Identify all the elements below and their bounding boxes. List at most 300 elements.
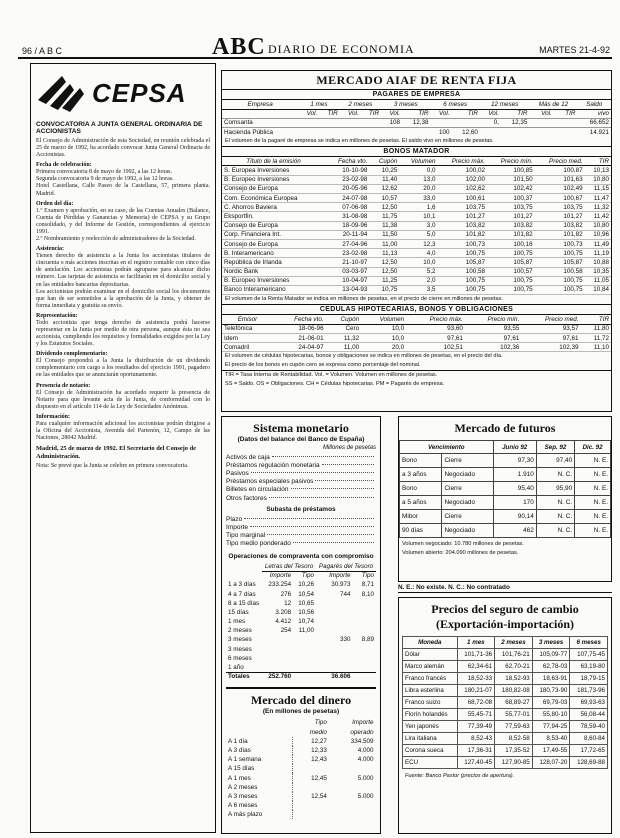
dotted-leader: [250, 526, 374, 527]
table-cell: 103,75: [465, 203, 485, 211]
table-cell: 10,56: [298, 608, 314, 616]
table-row: [222, 194, 611, 203]
table-cell: 55,80-10: [532, 709, 570, 721]
table-cell: [381, 128, 402, 137]
table-cell: Corp. Financiera Int.: [224, 231, 282, 239]
table-cell: Comadril: [224, 343, 250, 351]
table-cell: [329, 810, 376, 819]
venue: Hotel Castellana, Calle Paseo de la Castellana, 57, primera planta. Madrid.: [36, 183, 210, 197]
monetario-label: Importe: [226, 523, 249, 531]
table-cell: 10,74: [298, 618, 314, 626]
dotted-leader: [269, 497, 374, 498]
table-cell: [329, 764, 376, 773]
pagares-subheader: TIR: [565, 110, 576, 118]
table-cell: [319, 128, 339, 137]
table-cell: B. Europeo Inversiones: [224, 277, 290, 285]
table-cell: a 3 años: [400, 468, 442, 482]
table-cell: 180,73-90: [532, 685, 570, 697]
table-cell: Cierre: [442, 454, 493, 468]
table-cell: 12,62: [381, 185, 398, 193]
table-row: [400, 510, 611, 524]
table-cell: 8 a 15 días: [228, 599, 260, 607]
pagares-header: 6 meses: [430, 100, 479, 109]
table-cell: [353, 654, 376, 663]
table-row: [226, 773, 376, 782]
table-cell: 100,58: [563, 268, 583, 276]
table-cell: 102,62: [465, 185, 485, 193]
table-cell: 55,77-01: [495, 709, 533, 721]
table-cell: 107,75-45: [570, 649, 608, 661]
table-cell: 11,40: [382, 176, 398, 184]
table-cell: 77,39-49: [457, 721, 495, 733]
table-row: [403, 733, 608, 745]
table-cell: 10-10-98: [342, 167, 368, 175]
table-cell: 181,73-96: [570, 685, 608, 697]
table-row: [222, 203, 611, 212]
page-header: [0, 0, 620, 60]
table-row: [222, 221, 611, 230]
table-row: [222, 249, 611, 258]
table-cell: 1 a 3 días: [228, 581, 256, 589]
table-cell: Cierre: [442, 482, 493, 496]
table-cell: 3.208: [275, 608, 292, 616]
table-cell: 17,35-52: [495, 745, 533, 757]
monetario-label: Préstamos regulación monetaria: [226, 461, 320, 469]
futuros-note: Volumen negociado: 10.780 millones de pesetas.: [402, 541, 524, 547]
table-cell: Eksportfin.: [224, 212, 254, 220]
table-cell: Dólar: [403, 649, 458, 661]
table-cell: 21-10-97: [342, 258, 368, 266]
table-cell: Florín holandés: [403, 709, 458, 721]
table-row: [226, 617, 376, 626]
renta-fija-panel: [221, 70, 612, 412]
table-cell: [430, 118, 451, 127]
cedulas-header: TIR: [581, 315, 611, 324]
repo-subheader: Importe: [329, 572, 351, 580]
table-cell: 180,82-08: [495, 685, 533, 697]
repo-total-cell: [293, 672, 316, 681]
dotted-leader: [251, 472, 374, 473]
table-cell: [480, 128, 501, 137]
table-cell: 69,93-63: [570, 697, 608, 709]
table-cell: 8,10: [361, 590, 374, 598]
table-cell: 10,35: [593, 268, 609, 276]
table-cell: 254: [280, 627, 292, 635]
futuros-note: Volumen abierto: 204.090 millones de pesetas.: [402, 550, 519, 556]
table-cell: B. Europeo Inversiones: [224, 176, 290, 184]
fx-subtitle: (Exportación-importación): [436, 617, 574, 631]
table-cell: 8,60-84: [570, 733, 608, 745]
table-cell: 100,73: [465, 240, 485, 248]
table-cell: 27-04-96: [342, 240, 368, 248]
pagares-header: Saldo: [577, 100, 611, 109]
cedulas-title: CEDULAS HIPOTECARIAS, BONOS Y OBLIGACIONES: [222, 304, 611, 315]
monetario-row: [226, 540, 376, 548]
date-heading: Fecha de celebración:: [36, 162, 92, 169]
table-cell: 93,55: [503, 325, 520, 333]
table-cell: 100,75: [465, 277, 485, 285]
table-cell: [353, 617, 376, 626]
dinero-col-importe-sub: operado: [350, 728, 374, 736]
table-cell: 100,75: [513, 286, 533, 294]
monetario-row: [226, 453, 376, 461]
table-row: [226, 783, 376, 792]
table-cell: 10,65: [298, 599, 314, 607]
table-row: [226, 626, 376, 635]
table-cell: 11,13: [382, 249, 398, 257]
table-row: [222, 276, 611, 285]
table-cell: 23-02-98: [342, 249, 368, 257]
table-row: [222, 212, 611, 221]
table-cell: 4.000: [357, 756, 374, 764]
table-cell: [262, 645, 293, 654]
table-cell: 14.921: [589, 128, 609, 136]
issue-date: MARTES 21-4-92: [539, 45, 610, 55]
repo-title: Operaciones de compraventa con compromiso: [228, 552, 374, 560]
table-cell: 97,30: [493, 454, 536, 468]
table-cell: 101,76-21: [495, 649, 533, 661]
table-cell: Negociado: [442, 468, 493, 482]
table-cell: 17,36-31: [457, 745, 495, 757]
table-cell: 0,0: [426, 167, 436, 175]
table-cell: [293, 654, 316, 663]
table-cell: [316, 663, 353, 672]
table-cell: 11,32: [343, 334, 360, 342]
pagares-subheader: TIR: [368, 110, 380, 118]
table-cell: 55,45-71: [457, 709, 495, 721]
table-cell: 13,0: [423, 176, 436, 184]
monetario-row: [226, 532, 376, 540]
table-cell: [316, 608, 353, 617]
table-cell: 10,88: [593, 258, 609, 266]
table-cell: [293, 810, 329, 819]
cedulas-header: Volumen: [361, 315, 406, 324]
table-cell: Bono: [400, 454, 442, 468]
table-cell: República de Irlanda: [224, 258, 282, 266]
table-cell: 128,69-88: [570, 757, 608, 769]
notice-title: CONVOCATORIA A JUNTA GENERAL ORDINARIA DE ACCIONISTAS: [36, 121, 203, 135]
cedulas-header: Precio med.: [521, 315, 580, 324]
table-cell: 4,0: [426, 249, 436, 257]
pagares-subheader: Vol.: [488, 110, 499, 118]
table-cell: 97,40: [536, 454, 574, 468]
table-cell: A 6 meses: [226, 801, 293, 810]
pagares-subheader: Vol.: [389, 110, 401, 118]
table-cell: [262, 663, 293, 672]
table-cell: 11,42: [593, 212, 609, 220]
table-cell: 12,3: [423, 240, 436, 248]
table-row: [403, 673, 608, 685]
table-cell: 12,60: [462, 128, 478, 136]
table-cell: 11,75: [382, 212, 398, 220]
table-cell: 17,49-55: [532, 745, 570, 757]
table-cell: 103,75: [563, 203, 583, 211]
fx-header: 1 mes: [457, 637, 495, 649]
table-cell: Negociado: [442, 496, 493, 510]
monetario-row: [226, 469, 376, 477]
table-cell: N. E.: [575, 454, 611, 468]
bonos-note: El volumen de la Renta Matador se indica en millones de pesetas, en el precio de cierre en millones de pesetas.: [225, 296, 503, 303]
table-cell: Comsanta: [224, 119, 253, 127]
table-cell: [361, 128, 381, 137]
table-cell: 12,27: [311, 737, 327, 745]
table-cell: N. C.: [536, 510, 574, 524]
table-cell: 11,47: [593, 194, 609, 202]
table-row: [226, 654, 376, 663]
table-row: [226, 810, 376, 819]
table-cell: 100,75: [465, 286, 485, 294]
table-cell: B. Interamericano: [224, 249, 274, 257]
monetario-title: Sistema monetario: [253, 421, 349, 435]
dinero-subtitle: (En millones de pesetas): [262, 708, 340, 716]
repo-total-cell: Totales: [228, 673, 250, 681]
table-cell: [340, 128, 361, 137]
table-cell: N. C.: [536, 524, 574, 538]
bonos-title: BONOS MATADOR: [222, 146, 611, 157]
table-cell: 10,25: [381, 167, 398, 175]
repo-subheader: Tipo: [301, 572, 314, 580]
representation-text: Todo accionista que tenga derecho de asistencia podrá hacerse representar en la Junta por medio de otra persona, aunque ésta no sea accionista, cumpliendo los requisitos y formalidades exigidos por la Ley y los Estatutos Sociales.: [36, 319, 210, 348]
table-cell: 127,40-45: [457, 757, 495, 769]
pagares-subheader: Vol.: [541, 110, 552, 118]
table-row: [400, 468, 611, 482]
pagares-table: [222, 100, 611, 137]
table-row: [226, 608, 376, 617]
table-cell: 105,87: [465, 258, 485, 266]
table-cell: 12: [284, 599, 292, 607]
table-cell: Bono: [400, 482, 442, 496]
table-cell: [353, 599, 376, 608]
table-row: [226, 801, 376, 810]
table-cell: S. Europea Inversiones: [224, 167, 290, 175]
table-cell: 102,42: [513, 185, 533, 193]
table-row: [403, 709, 608, 721]
table-cell: 1.910: [493, 468, 536, 482]
table-cell: N. E.: [575, 524, 611, 538]
cedulas-header: Fecha vto.: [273, 315, 326, 324]
pagares-subheader: Vol.: [438, 110, 450, 118]
table-cell: Franco francés: [403, 673, 458, 685]
table-cell: 11,00: [343, 343, 360, 351]
table-cell: [293, 663, 316, 672]
pagares-header: Empresa: [222, 100, 298, 109]
table-cell: 103,82: [465, 222, 485, 230]
table-cell: [554, 128, 578, 137]
futuros-title: Mercado de futuros: [454, 421, 556, 435]
repo-col-pagares: Pagarés del Tesoro: [316, 562, 376, 571]
table-row: [400, 482, 611, 496]
table-cell: 105,87: [563, 258, 583, 266]
pagares-subheader: TIR: [418, 110, 429, 118]
table-row: [222, 184, 611, 193]
table-cell: 8,71: [361, 581, 374, 589]
dotted-leader: [244, 518, 374, 519]
monetario-label: Tipo medio ponderado: [226, 540, 291, 548]
table-cell: 105,09-77: [532, 649, 570, 661]
notice-footnote: Nota: Se prevé que la Junta se celebre en primera convocatoria.: [36, 462, 189, 469]
table-cell: 4 a 7 días: [228, 590, 256, 598]
table-row: [222, 258, 611, 267]
table-cell: 10,0: [423, 258, 436, 266]
table-row: [222, 343, 611, 352]
table-cell: A 1 mes: [226, 773, 293, 782]
futuros-col-dic: Dic. 92: [575, 441, 611, 454]
table-cell: 276: [280, 590, 292, 598]
table-cell: 11,80: [593, 325, 609, 333]
table-cell: 8,52-43: [457, 733, 495, 745]
documentation-text: Los accionistas podrán examinar en el domicilio social los documentos que han de ser sometidos a la aprobación de la Junta, y obtener de forma inmediata y gratuita su envío.: [36, 288, 210, 309]
table-cell: [452, 118, 480, 127]
table-cell: 103,82: [563, 222, 583, 230]
table-cell: [319, 118, 339, 127]
table-row: [226, 746, 376, 755]
table-cell: [316, 645, 353, 654]
table-cell: N. C.: [536, 496, 574, 510]
table-cell: 100,75: [563, 277, 583, 285]
table-cell: 102,49: [563, 185, 583, 193]
bonos-header: Volumen: [399, 157, 437, 166]
futuros-panel: [398, 416, 612, 582]
agenda-item: 1.º Examen y aprobación, en su caso, de las Cuentas Anuales (Balance, Cuenta de Pérdidas y Ganancias y Memoria) de CEPSA y su Grupo consolidado, y del Informe de Gestión, correspondientes al ejercicio 1991.: [36, 207, 210, 235]
signature-line: Madrid, 25 de marzo de 1992. El Secretario del Consejo de Administración.: [36, 445, 196, 460]
pagares-header: 12 meses: [480, 100, 529, 109]
table-cell: Mibor: [400, 510, 442, 524]
table-cell: [316, 599, 353, 608]
table-row: [226, 764, 376, 773]
table-cell: [293, 645, 316, 654]
table-cell: Cierre: [442, 510, 493, 524]
table-cell: 93,60: [447, 325, 463, 333]
table-cell: 101,27: [513, 212, 533, 220]
pagares-subheader: vivo: [597, 110, 609, 118]
table-cell: 69,79-03: [532, 697, 570, 709]
table-cell: 100,75: [513, 249, 533, 257]
table-cell: 23-02-98: [342, 176, 368, 184]
table-cell: 10,13: [593, 167, 609, 175]
bonos-header: Cupón: [369, 157, 399, 166]
table-cell: 97,61: [503, 334, 520, 342]
table-cell: Consejo de Europa: [224, 240, 278, 248]
table-cell: [329, 783, 376, 792]
table-cell: 101,82: [563, 231, 583, 239]
table-cell: 2,0: [426, 277, 436, 285]
first-call: Primera convocatoria 8 de mayo de 1992, a las 12 horas.: [36, 169, 172, 176]
cedulas-header: Emisor: [222, 315, 273, 324]
table-cell: [293, 783, 329, 792]
bonos-header: Fecha vto.: [325, 157, 369, 166]
table-cell: 11,49: [593, 240, 609, 248]
pagares-subheader: TIR: [517, 110, 528, 118]
repo-table: [226, 562, 376, 681]
table-cell: [329, 801, 376, 810]
table-row: [226, 589, 376, 598]
table-cell: 100,61: [465, 194, 485, 202]
cepsa-wordmark: CEPSA: [92, 77, 187, 108]
table-cell: 21-06-01: [298, 334, 324, 342]
table-cell: 8,89: [361, 636, 374, 644]
table-cell: [340, 118, 361, 127]
table-cell: [298, 128, 319, 137]
table-cell: 3,5: [426, 286, 436, 294]
dotted-leader: [315, 480, 374, 481]
pagares-subheader: TIR: [467, 110, 478, 118]
table-cell: 12,50: [381, 258, 398, 266]
cedulas-note: El precio de los bonos en cupón cero se expresa como porcentaje del nominal.: [225, 362, 421, 369]
table-row: [226, 755, 376, 764]
table-cell: 11,15: [593, 185, 609, 193]
table-cell: 103,82: [513, 222, 533, 230]
table-cell: Telefónica: [224, 325, 253, 333]
table-cell: 100,37: [513, 194, 533, 202]
brand-logo: ABC: [212, 34, 266, 60]
table-cell: [293, 801, 329, 810]
table-cell: 11,50: [382, 231, 398, 239]
table-cell: 334.509: [350, 737, 374, 745]
table-row: [403, 697, 608, 709]
table-cell: 10,26: [298, 581, 314, 589]
table-cell: 100,87: [563, 167, 583, 175]
table-cell: 105,87: [513, 258, 533, 266]
monetario-subtitle: (Datos del balance del Banco de España): [237, 436, 365, 443]
table-cell: N. E.: [575, 510, 611, 524]
table-cell: 101,27: [465, 212, 485, 220]
table-cell: Hacienda Pública: [224, 128, 274, 136]
table-cell: 66.652: [589, 119, 609, 127]
table-cell: 5,0: [426, 231, 436, 239]
table-cell: 12,33: [311, 746, 327, 754]
fx-header: 3 meses: [532, 637, 570, 649]
table-cell: 233.254: [268, 581, 292, 589]
table-cell: Consejo de Europa: [224, 222, 278, 230]
table-row: [222, 128, 611, 137]
table-cell: 12,45: [311, 774, 327, 782]
table-cell: 1 mes: [228, 618, 246, 626]
attendance-heading: Asistencia:: [36, 246, 64, 253]
table-cell: 30.973: [331, 581, 351, 589]
renta-fija-title: MERCADO AIAF DE RENTA FIJA: [222, 71, 611, 90]
table-row: [222, 333, 611, 342]
table-cell: A 3 días: [226, 746, 293, 755]
dotted-leader: [293, 542, 374, 543]
table-cell: 5.000: [357, 792, 374, 800]
table-cell: 4.000: [357, 746, 374, 754]
table-cell: A 3 meses: [226, 792, 293, 801]
table-cell: 18,79-15: [570, 673, 608, 685]
table-cell: 12,35: [511, 119, 528, 127]
table-cell: [554, 118, 578, 127]
repo-total-cell: 36.606: [331, 673, 351, 681]
table-cell: 68,89-27: [495, 697, 533, 709]
table-cell: 102,00: [465, 176, 485, 184]
monetario-label: Otros factores: [226, 494, 267, 502]
cedulas-note: El volumen de cédulas hipotecarias, bonos y obligaciones se indica en millones de pesetas, en el precio del día.: [225, 353, 503, 360]
table-row: [222, 267, 611, 276]
table-cell: 101,50: [513, 176, 533, 184]
table-cell: 18-06-96: [298, 325, 324, 333]
fx-header: Moneda: [403, 637, 458, 649]
table-cell: 62,34-61: [457, 661, 495, 673]
table-cell: [316, 626, 353, 635]
dotted-leader: [291, 488, 374, 489]
futuros-table: [399, 440, 611, 538]
monetario-label: Billetes en circulación: [226, 486, 289, 494]
table-cell: Lira italiana: [403, 733, 458, 745]
table-cell: 6 meses: [228, 654, 252, 662]
monetario-label: Tipo marginal: [226, 532, 266, 540]
table-cell: 62,70-21: [495, 661, 533, 673]
table-cell: Marco alemán: [403, 661, 458, 673]
table-row: [222, 118, 611, 127]
